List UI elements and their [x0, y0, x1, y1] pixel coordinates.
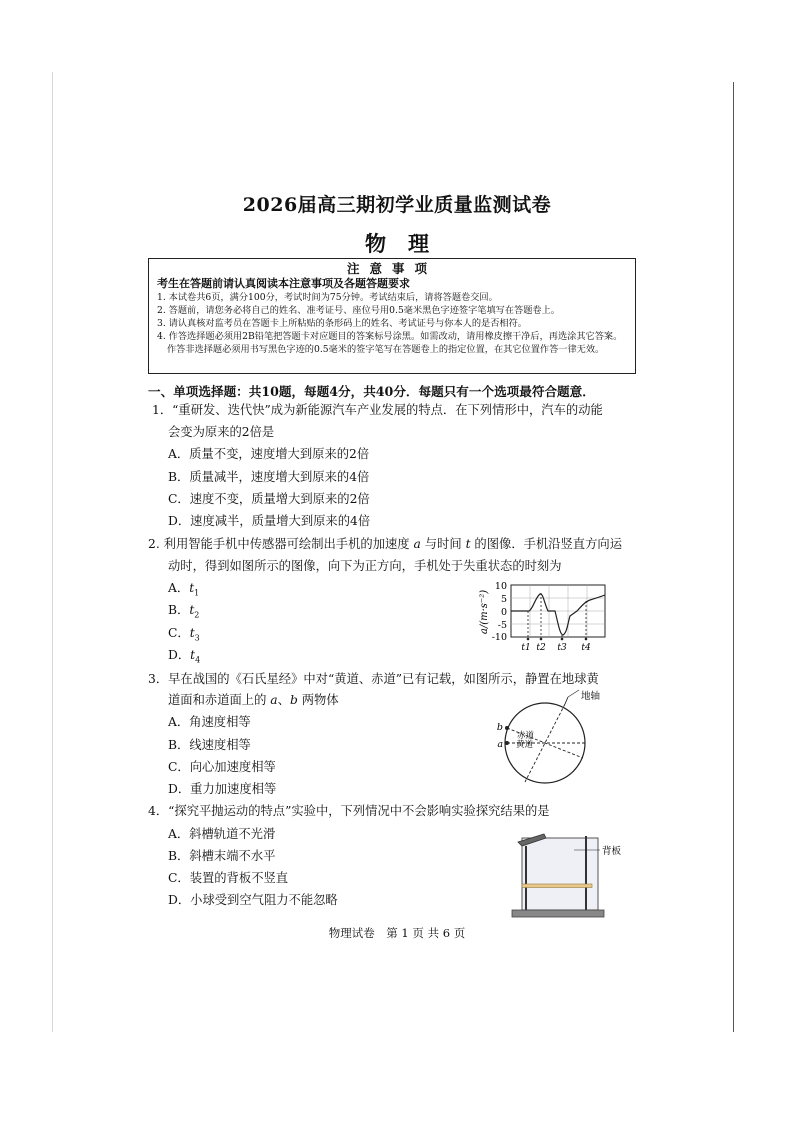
- q2-acceleration-graph: [474, 578, 614, 658]
- q4-apparatus: [508, 830, 633, 920]
- q4-stem-line1: 4．“探究平抛运动的特点”实验中，下列情况中不会影响实验探究结果的是: [148, 804, 550, 818]
- point-a: [505, 741, 509, 745]
- ecliptic-label: 黄道: [516, 740, 534, 750]
- q1-stem-line1: 1．“重研发、迭代快”成为新能源汽车产业发展的特点．在下列情形中，汽车的动能: [152, 403, 603, 417]
- subject-title: 物理: [365, 231, 451, 256]
- section-heading: 一、单项选择题：共10题，每题4分，共40分．每题只有一个选项最符合题意．: [148, 384, 595, 399]
- q2-option-d: D．$t_4$: [168, 648, 201, 665]
- q1-option-c: C．速度不变，质量增大到原来的2倍: [168, 492, 370, 506]
- q4-option-c: C．装置的背板不竖直: [168, 871, 289, 885]
- q2-graph-ylabel: a/(m·s⁻²): [479, 589, 490, 635]
- notice-box: [148, 258, 636, 374]
- notice-item: 2. 答题前，请您务必将自己的姓名、准考证号、座位号用0.5毫米黑色字迹签字笔填写在答题卷上。: [157, 305, 560, 316]
- q3-option-b: B．线速度相等: [168, 738, 251, 752]
- q3-stem-line1: 3．早在战国的《石氏星经》中对“黄道、赤道”已有记载，如图所示，静置在地球黄: [148, 672, 599, 686]
- q3-earth-diagram: [495, 686, 615, 790]
- catch-bar: [522, 884, 592, 888]
- board-label: 背板: [602, 846, 622, 857]
- notice-item: 1. 本试卷共6页，满分100分，考试时间为75分钟。考试结束后，请将答题卷交回。: [157, 292, 498, 303]
- q2-option-a: A．$t_1$: [168, 581, 200, 598]
- equator-label: 赤道: [517, 731, 535, 741]
- q2-option-b: B．$t_2$: [168, 603, 200, 620]
- q2-ytick: 5: [500, 594, 507, 605]
- q1-option-a: A．质量不变，速度增大到原来的2倍: [168, 447, 370, 461]
- q2-graph-curve: [511, 594, 605, 635]
- point-b-label: b: [496, 722, 503, 733]
- base-plate: [512, 910, 604, 917]
- point-b: [505, 726, 509, 730]
- q2-option-c: C．$t_3$: [168, 626, 200, 643]
- q3-option-a: A．角速度相等: [168, 715, 251, 729]
- q2-xtick: t3: [557, 643, 567, 653]
- q3-option-c: C．向心加速度相等: [168, 760, 276, 774]
- notice-item: 4. 作答选择题必须用2B铅笔把答题卡对应题目的答案标号涂黑。如需改动，请用橡皮擦干净后，再选涂其它答案。作答非选择题必须用书写黑色字迹的0.5毫米的签字笔写在答题卷上的指定位置，在其它位置作答一律无效。: [157, 331, 623, 355]
- binding-line: [733, 82, 734, 1032]
- page-footer: 物理试卷 第 1 页 共 6 页: [328, 926, 466, 940]
- q2-ytick: -10: [491, 632, 507, 643]
- q1-option-d: D．速度减半，质量增大到原来的4倍: [168, 514, 371, 528]
- q3-option-d: D．重力加速度相等: [168, 782, 277, 796]
- q2-stem-line1: 2. 利用智能手机中传感器可绘制出手机的加速度 a 与时间 t 的图像．手机沿竖直方向运: [148, 537, 622, 551]
- q2-xtick: t2: [536, 643, 546, 653]
- notice-title: 注意事项: [346, 261, 437, 276]
- q2-stem-line2: 动时，得到如图所示的图像，向下为正方向，手机处于失重状态的时刻为: [168, 559, 562, 573]
- notice-item: 3. 请认真核对监考员在答题卡上所粘贴的条形码上的姓名、考试证号与你本人的是否相符。: [157, 318, 527, 329]
- point-a-label: a: [497, 739, 503, 750]
- q1-stem-line2: 会变为原来的2倍是: [168, 425, 275, 439]
- q2-xtick: t4: [581, 643, 591, 653]
- q2-ytick: -5: [497, 620, 507, 631]
- q3-stem-line2: 道面和赤道面上的 a、b 两物体: [168, 693, 339, 707]
- exam-title: 2026届高三期初学业质量监测试卷: [242, 194, 552, 216]
- q2-xtick: t1: [521, 643, 531, 653]
- q4-option-a: A．斜槽轨道不光滑: [168, 827, 276, 841]
- q4-option-b: B．斜槽末端不水平: [168, 849, 276, 863]
- q2-ytick: 0: [500, 607, 507, 618]
- notice-subtitle: 考生在答题前请认真阅读本注意事项及各题答题要求: [157, 277, 410, 290]
- earth-axis-label: 地轴: [581, 691, 601, 702]
- q2-ytick: 10: [494, 581, 507, 592]
- q4-option-d: D．小球受到空气阻力不能忽略: [168, 893, 338, 907]
- q1-option-b: B．质量减半，速度增大到原来的4倍: [168, 470, 370, 484]
